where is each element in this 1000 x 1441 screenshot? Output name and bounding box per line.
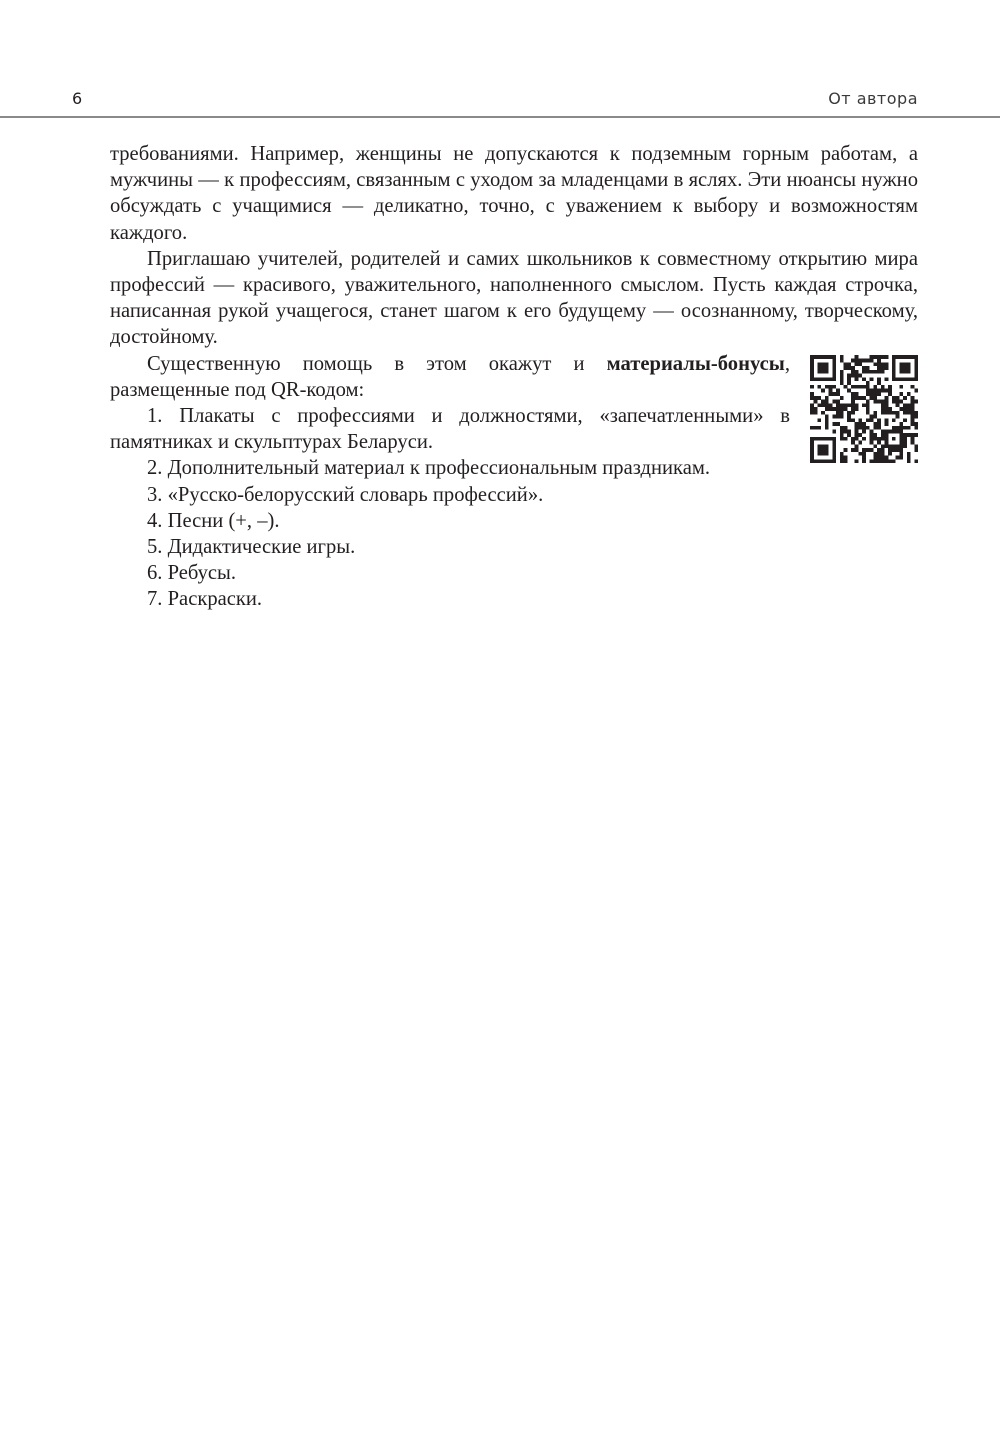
paragraph-3-tail: , размещенные под QR-кодом: <box>110 352 790 401</box>
list-item: 2. Дополнительный материал к профессиональным праздникам. <box>147 457 711 480</box>
list-item: 1. Плакаты с профессиями и должностями, «запечатленными» в памятниках и скульптурах Беларуси. <box>110 405 790 454</box>
list-item: 5. Дидактические игры. <box>147 536 356 559</box>
qr-code-icon[interactable] <box>810 355 918 463</box>
page-content <box>110 141 918 613</box>
page-header <box>0 0 1000 118</box>
paragraph-3-lead: Существенную помощь в этом окажут и <box>147 352 607 375</box>
header-rule <box>0 116 1000 118</box>
list-item: 7. Раскраски. <box>147 588 263 611</box>
paragraph-1: требованиями. Например, женщины не допускаются к подземным горным работам, а мужчины — к профессиям, связанным с уходом за младенцами в яслях. Эти нюансы нужно обсуждать с учащимися — деликатно, точно, с уважением к выбору и возможностям каждого. <box>110 143 918 244</box>
page-number: 6 <box>72 89 83 108</box>
list-item: 3. «Русско-белорусский словарь профессий». <box>147 483 544 506</box>
list-item: 4. Песни (+, –). <box>147 509 280 532</box>
list-item: 6. Ребусы. <box>147 562 237 585</box>
bonus-block <box>110 351 918 613</box>
running-head: От автора <box>828 89 918 108</box>
bonus-materials-term: материалы-бонусы <box>606 352 785 375</box>
paragraph-3 <box>110 351 790 403</box>
paragraph-2: Приглашаю учителей, родителей и самих школьников к совместному открытию мира профессий — красивого, уважительного, наполненного смыслом. Пусть каждая строчка, написанная рукой учащегося, станет шагом к его будущему — осознанному, творческому, достойному. <box>110 247 918 349</box>
